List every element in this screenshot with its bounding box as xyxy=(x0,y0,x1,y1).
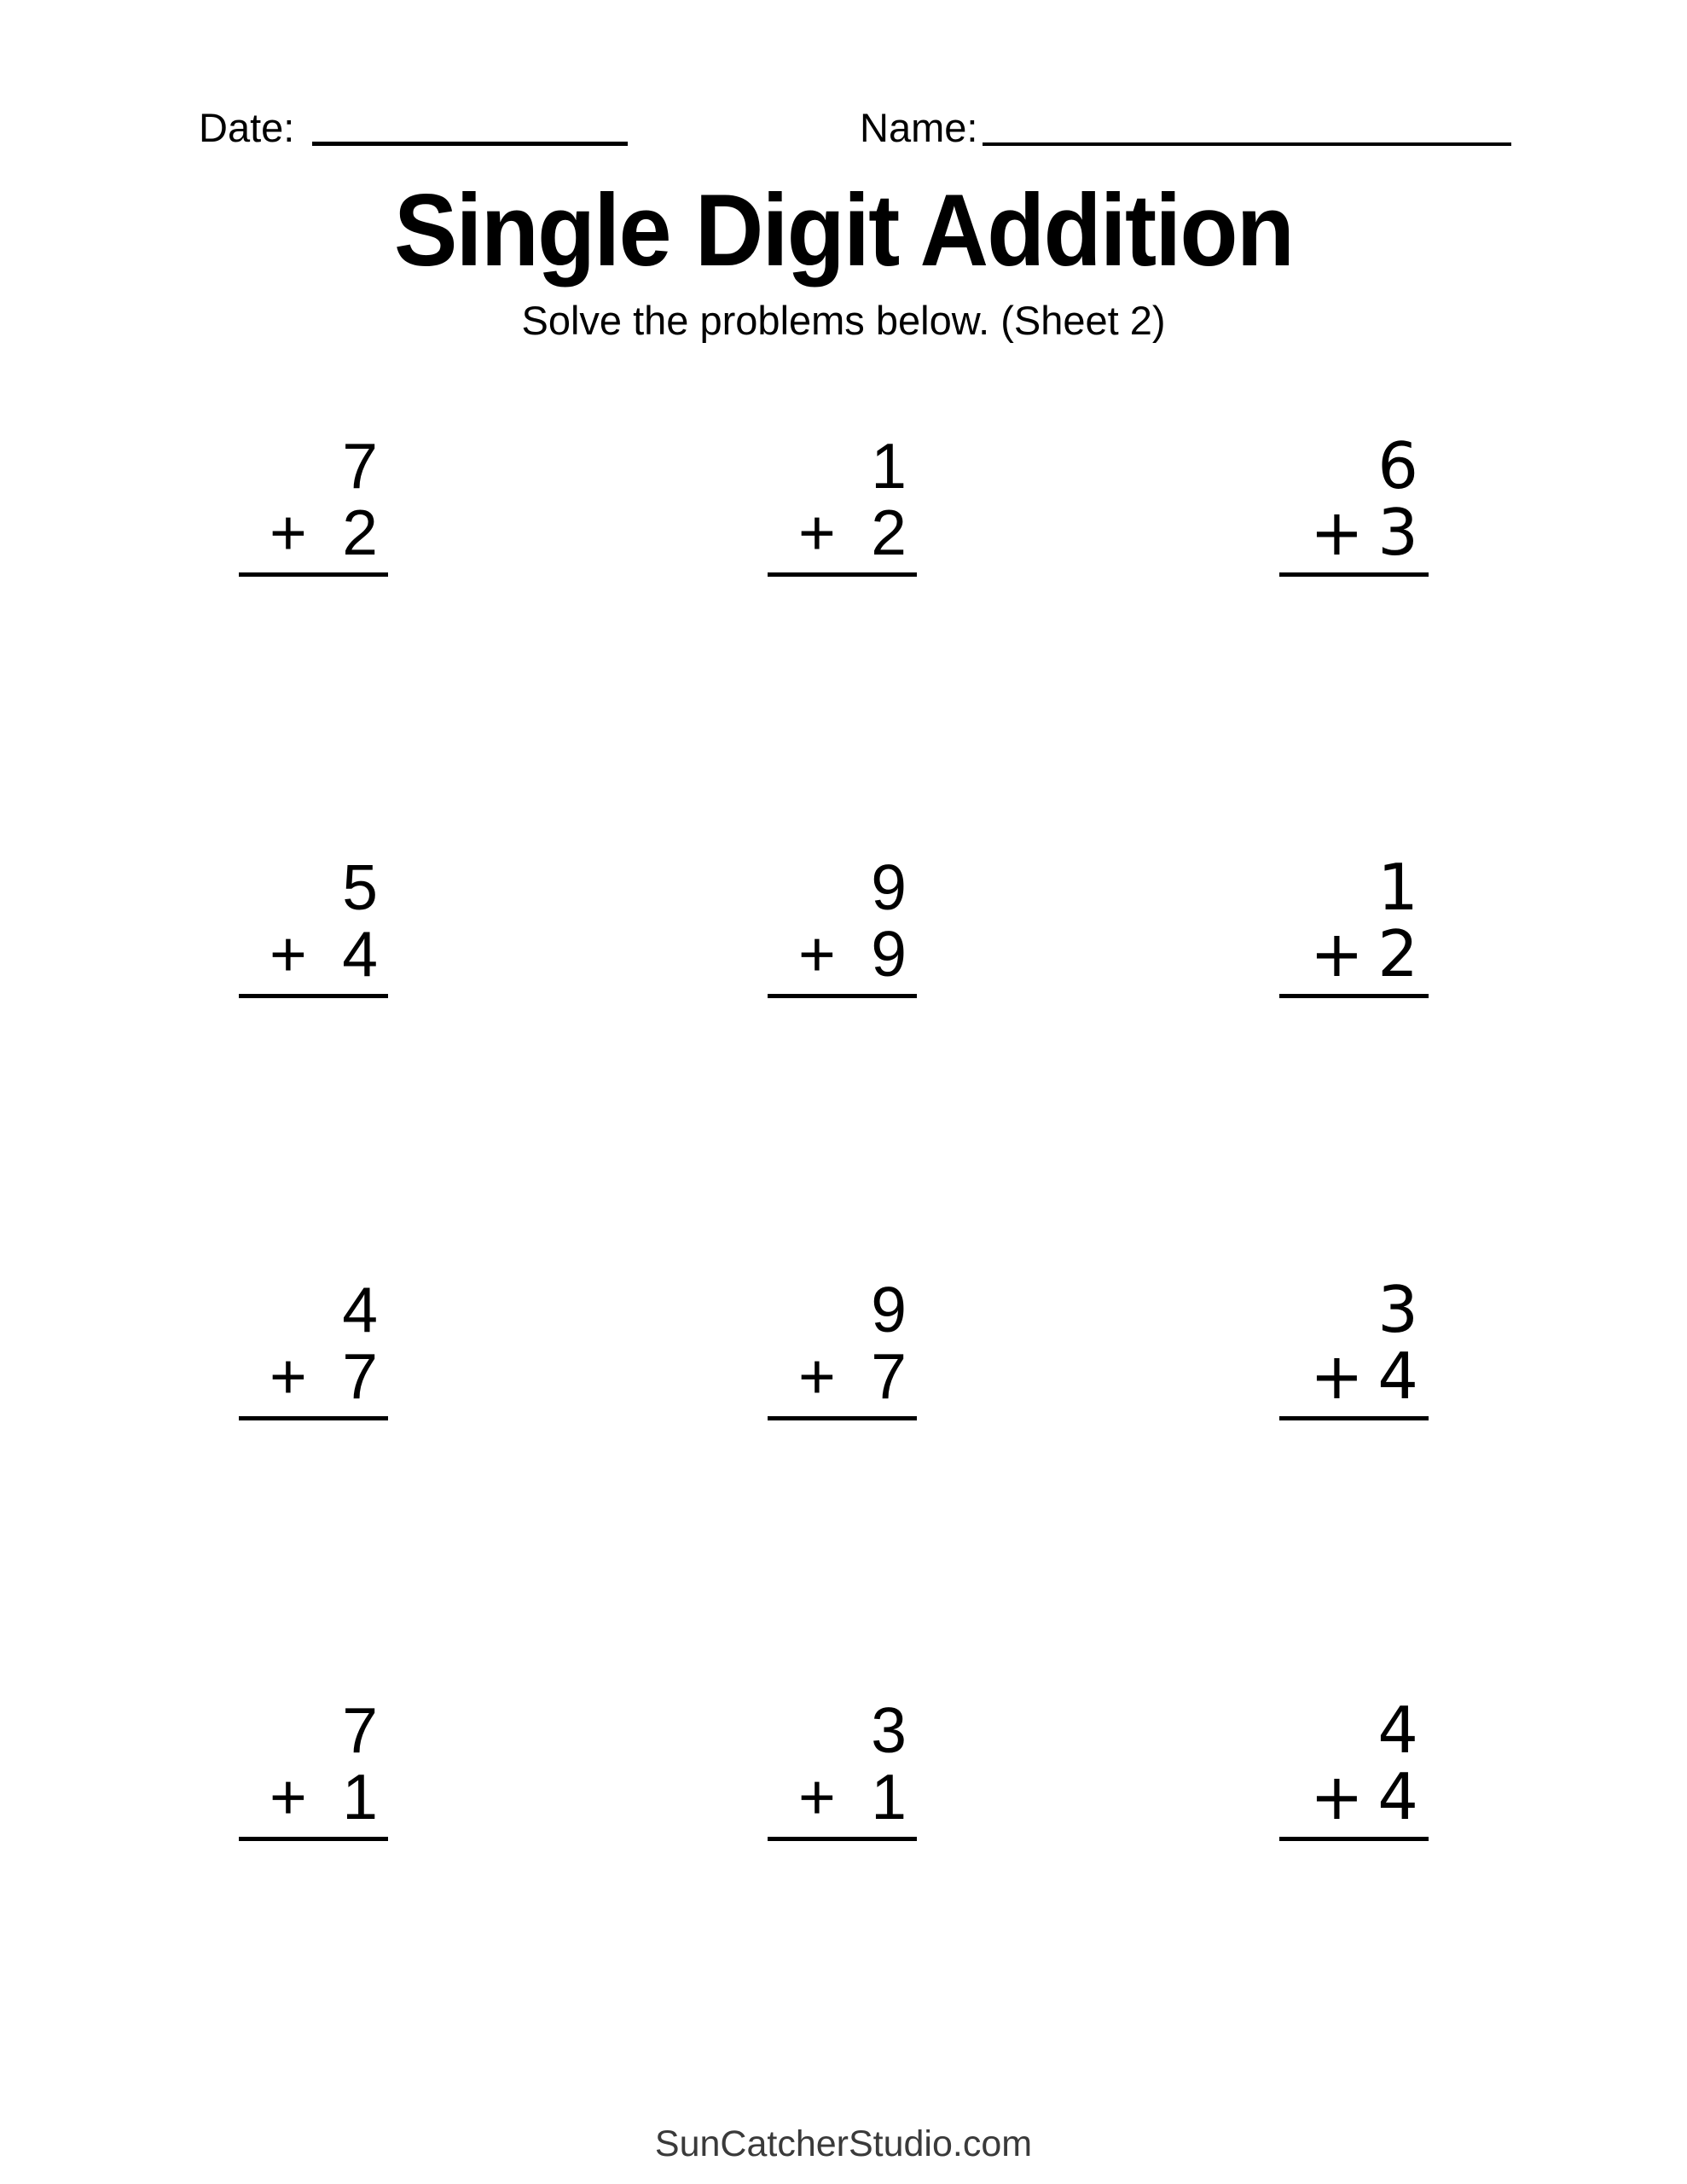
plus-operator: + xyxy=(270,918,307,990)
plus-operator: + xyxy=(270,1761,307,1833)
addend-bottom: 1 xyxy=(871,1761,907,1833)
addend-top: 9 xyxy=(871,851,907,923)
addend-bottom: 7 xyxy=(342,1340,378,1412)
addend-bottom: 3 xyxy=(1377,495,1418,570)
answer-line xyxy=(1279,572,1429,577)
addend-top: 1 xyxy=(871,430,907,502)
name-label: Name: xyxy=(860,105,978,150)
addend-top: 4 xyxy=(1377,1693,1418,1768)
answer-line xyxy=(239,994,388,998)
addend-bottom: 4 xyxy=(342,918,378,990)
addend-bottom: 1 xyxy=(342,1761,378,1833)
name-blank-line xyxy=(983,105,1511,146)
problem-8 xyxy=(768,1276,917,1420)
plus-operator: + xyxy=(270,497,307,568)
addend-bottom: 7 xyxy=(871,1340,907,1412)
answer-line xyxy=(239,1416,388,1420)
addend-top: 7 xyxy=(342,430,378,502)
plus-operator: + xyxy=(798,918,836,990)
addend-top: 4 xyxy=(342,1274,378,1345)
addend-top: 3 xyxy=(1377,1272,1418,1347)
problem-1 xyxy=(239,430,388,577)
addend-top: 5 xyxy=(342,851,378,923)
addend-top: 6 xyxy=(1377,428,1418,503)
addend-bottom: 9 xyxy=(871,918,907,990)
footer-credit: SunCatcherStudio.com xyxy=(654,2123,1033,2164)
plus-operator: + xyxy=(798,497,836,568)
answer-line xyxy=(1279,1416,1429,1420)
problem-11 xyxy=(768,1694,917,1841)
addend-bottom: 2 xyxy=(342,497,378,568)
plus-operator: + xyxy=(1310,1339,1364,1414)
date-label: Date: xyxy=(199,105,295,150)
answer-line xyxy=(1279,994,1429,998)
problem-9 xyxy=(1279,1272,1429,1420)
addend-top: 9 xyxy=(871,1274,907,1345)
plus-operator: + xyxy=(1310,1759,1364,1834)
addend-top: 3 xyxy=(871,1694,907,1766)
plus-operator: + xyxy=(798,1761,836,1833)
plus-operator: + xyxy=(1310,495,1364,570)
problem-6 xyxy=(1279,850,1429,998)
problem-10 xyxy=(239,1694,388,1841)
addend-top: 7 xyxy=(342,1694,378,1766)
problem-7 xyxy=(239,1276,388,1420)
answer-line xyxy=(768,1416,917,1420)
answer-line xyxy=(768,1837,917,1841)
answer-line xyxy=(239,1837,388,1841)
problem-2 xyxy=(768,430,917,577)
answer-line xyxy=(768,994,917,998)
addend-top: 1 xyxy=(1377,850,1418,925)
addend-bottom: 2 xyxy=(871,497,907,568)
answer-line xyxy=(239,572,388,577)
page-title: Single Digit Addition xyxy=(393,173,1294,288)
date-blank-line xyxy=(312,103,628,146)
addend-bottom: 4 xyxy=(1377,1339,1418,1414)
answer-line xyxy=(768,572,917,577)
problem-3 xyxy=(1279,428,1429,577)
problem-5 xyxy=(768,851,917,998)
plus-operator: + xyxy=(270,1340,307,1412)
problem-12 xyxy=(1279,1693,1429,1841)
plus-operator: + xyxy=(1310,916,1364,991)
answer-line xyxy=(1279,1837,1429,1841)
addend-bottom: 4 xyxy=(1377,1759,1418,1834)
page-subtitle: Solve the problems below. (Sheet 2) xyxy=(521,298,1166,343)
problem-4 xyxy=(239,851,388,998)
plus-operator: + xyxy=(798,1340,836,1412)
addend-bottom: 2 xyxy=(1377,916,1418,991)
